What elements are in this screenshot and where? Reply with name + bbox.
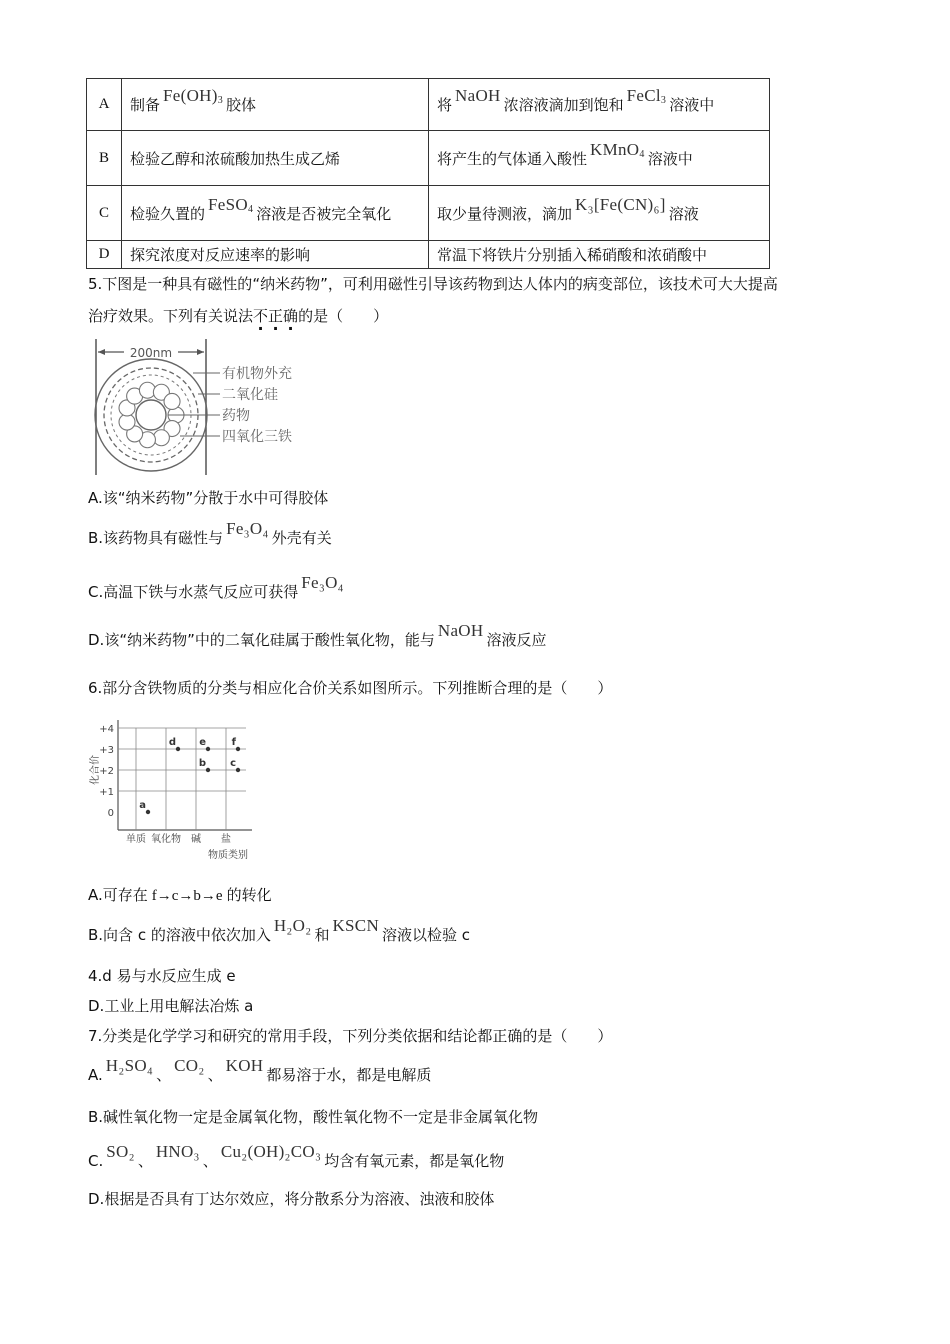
text: C.高温下铁与水蒸气反应可获得 [88,583,299,601]
x-tick-label: 氧化物 [151,834,181,845]
options-table [86,78,770,269]
text: 取少量待测液，滴加 [437,204,573,223]
row-operation [429,79,770,131]
q6-option-a [88,884,272,907]
formula [163,86,223,105]
y-tick-label: 0 [107,808,114,819]
text: 制备 [130,96,161,114]
formula-main: KMnO [590,139,640,159]
point-label-b: b [198,758,206,769]
point-d [176,747,180,751]
formula-sub: 4 [639,148,645,160]
text: 溶液中 [669,96,715,114]
text: A. [88,1066,103,1084]
x-axis-label: 物质类别 [208,850,248,861]
row-letter: B [87,131,122,186]
label-fe3o4: 四氧化三铁 [222,429,292,445]
formula: NaOH [437,621,484,640]
text: B.该药物具有磁性与 [88,529,224,547]
row-letter: A [87,79,122,131]
q7-option-c [88,1142,505,1172]
formula: Cu₂(OH)₂CO₃ [220,1142,322,1161]
points [139,737,240,814]
y-tick-label: +2 [99,766,114,777]
row-operation [429,186,770,241]
formula: NaOH [455,86,501,105]
text: 将 [437,96,453,114]
formula: KOH [225,1056,264,1075]
emph-char: 确 [283,307,299,325]
formula: Fe₃O₄ [301,573,344,592]
q5-stem-line2 [88,305,388,327]
q6-option-b [88,916,471,946]
text: 溶液是否被完全氧化 [256,204,392,223]
text: 溶液中 [647,149,693,168]
text: 治疗效果。下列有关说法 [88,307,254,325]
y-ticks [99,724,114,819]
x-tick-label: 碱 [191,834,201,845]
row-operation: 常温下将铁片分别插入稀硝酸和浓硝酸中 [429,241,770,269]
q5-option-a: A.该“纳米药物”分散于水中可得胶体 [88,489,329,507]
label-organic: 有机物外充 [222,366,292,382]
row-purpose [122,79,429,131]
point-label-a: a [139,800,146,811]
text: 的转化 [226,886,272,904]
drug-particle [153,430,169,446]
label-drug: 药物 [222,408,250,424]
formula-main: FeSO [208,194,248,214]
text: 、 [137,1152,153,1170]
q7-option-d: D.根据是否具有丁达尔效应，将分散系分为溶液、浊液和胶体 [88,1190,495,1208]
q7-stem: 7.分类是化学学习和研究的常用手段，下列分类依据和结论都正确的是（ ） [88,1027,613,1045]
q7-option-b: B.碱性氧化物一定是金属氧化物，酸性氧化物不一定是非金属氧化物 [88,1108,539,1126]
formula: H₂O₂ [273,916,312,935]
formula: SO₂ [106,1142,135,1161]
table-row [87,79,770,131]
text: 外壳有关 [271,529,332,547]
valence-chart [88,712,268,864]
text: B.向含 c 的溶液中依次加入 [88,926,271,944]
point-e [206,747,210,751]
q5-stem-line1: 5.下图是一种具有磁性的“纳米药物”，可利用磁性引导该药物到达人体内的病变部位，该技术可大大提高 [88,275,778,293]
formula [627,86,667,105]
point-label-d: d [168,737,176,748]
x-tick-label: 单质 [126,834,146,845]
text: C. [88,1152,104,1170]
core-particle [136,400,166,430]
formula [208,195,253,214]
text: 、 [202,1152,218,1170]
formula-sub: 3 [660,95,667,106]
label-silica: 二氧化硅 [222,387,278,403]
row-purpose: 检验乙醇和浓硫酸加热生成乙烯 [122,131,429,186]
point-label-e: e [199,737,206,748]
text: 和 [314,926,330,944]
x-tick-label: 盐 [221,834,231,845]
q6-option-d: D.工业上用电解法冶炼 a [88,997,254,1015]
formula-main: Fe(OH) [163,86,218,105]
y-tick-label: +1 [99,787,114,798]
point-label-c: c [230,758,236,769]
size-label: 200nm [129,346,173,360]
point-b [206,768,210,772]
q6-stem: 6.部分含铁物质的分类与相应化合价关系如图所示。下列推断合理的是（ ） [88,679,613,697]
conversion-chain: f→c→b→e [151,888,223,904]
table-row [87,241,770,269]
point-label-f: f [231,737,236,748]
text: 、 [156,1066,172,1084]
text: 检验久置的 [130,204,206,223]
arrowhead-right [197,349,204,355]
point-a [146,810,150,814]
y-axis-label: 化合价 [90,755,101,785]
drug-particle [164,393,180,409]
emphasis [253,307,298,325]
text: 均含有氧元素，都是氧化物 [324,1152,505,1170]
text: 溶液以检验 c [382,926,471,944]
formula: HNO₃ [155,1142,200,1161]
formula: Fe₃O₄ [226,519,269,538]
point-f [236,747,240,751]
q5-option-c [88,573,347,603]
q7-option-a [88,1056,432,1086]
point-c [236,768,240,772]
text: D.该“纳米药物”中的二氧化硅属于酸性氧化物，能与 [88,631,435,649]
formula: KSCN [332,916,380,935]
row-letter: D [87,241,122,269]
row-letter: C [87,186,122,241]
row-purpose: 探究浓度对反应速率的影响 [122,241,429,269]
text: 胶体 [226,96,257,114]
text: 都易溶于水，都是电解质 [266,1066,432,1084]
text: 、 [207,1066,223,1084]
emph-char: 正 [268,307,284,325]
nanomedicine-diagram [88,335,318,480]
row-operation [429,131,770,186]
drug-particle [139,382,155,398]
q6-option-c: 4.d 易与水反应生成 e [88,967,236,985]
y-tick-label: +4 [99,724,114,735]
formula-main: FeCl [626,86,661,105]
emph-char: 不 [253,307,269,325]
text: 将产生的气体通入酸性 [437,149,588,168]
formula-sub: 4 [247,203,254,215]
q5-option-d [88,621,547,651]
text: 溶液反应 [486,631,547,649]
y-tick-label: +3 [99,745,114,756]
table-row [87,131,770,186]
row-purpose [122,186,429,241]
arrowhead-left [98,349,105,355]
x-ticks [126,832,231,845]
formula-sub: 3 [217,95,224,106]
q5-option-b [88,519,332,549]
table-row [87,186,770,241]
text: 溶液 [668,204,699,223]
text: 的是（ ） [298,307,389,325]
text: A.可存在 [88,886,148,904]
text: 浓溶液滴加到饱和 [503,96,624,114]
formula: K₃[Fe(CN)₆] [575,194,666,214]
formula: CO₂ [174,1056,205,1075]
formula: H₂SO₄ [105,1056,154,1075]
formula [590,140,645,159]
